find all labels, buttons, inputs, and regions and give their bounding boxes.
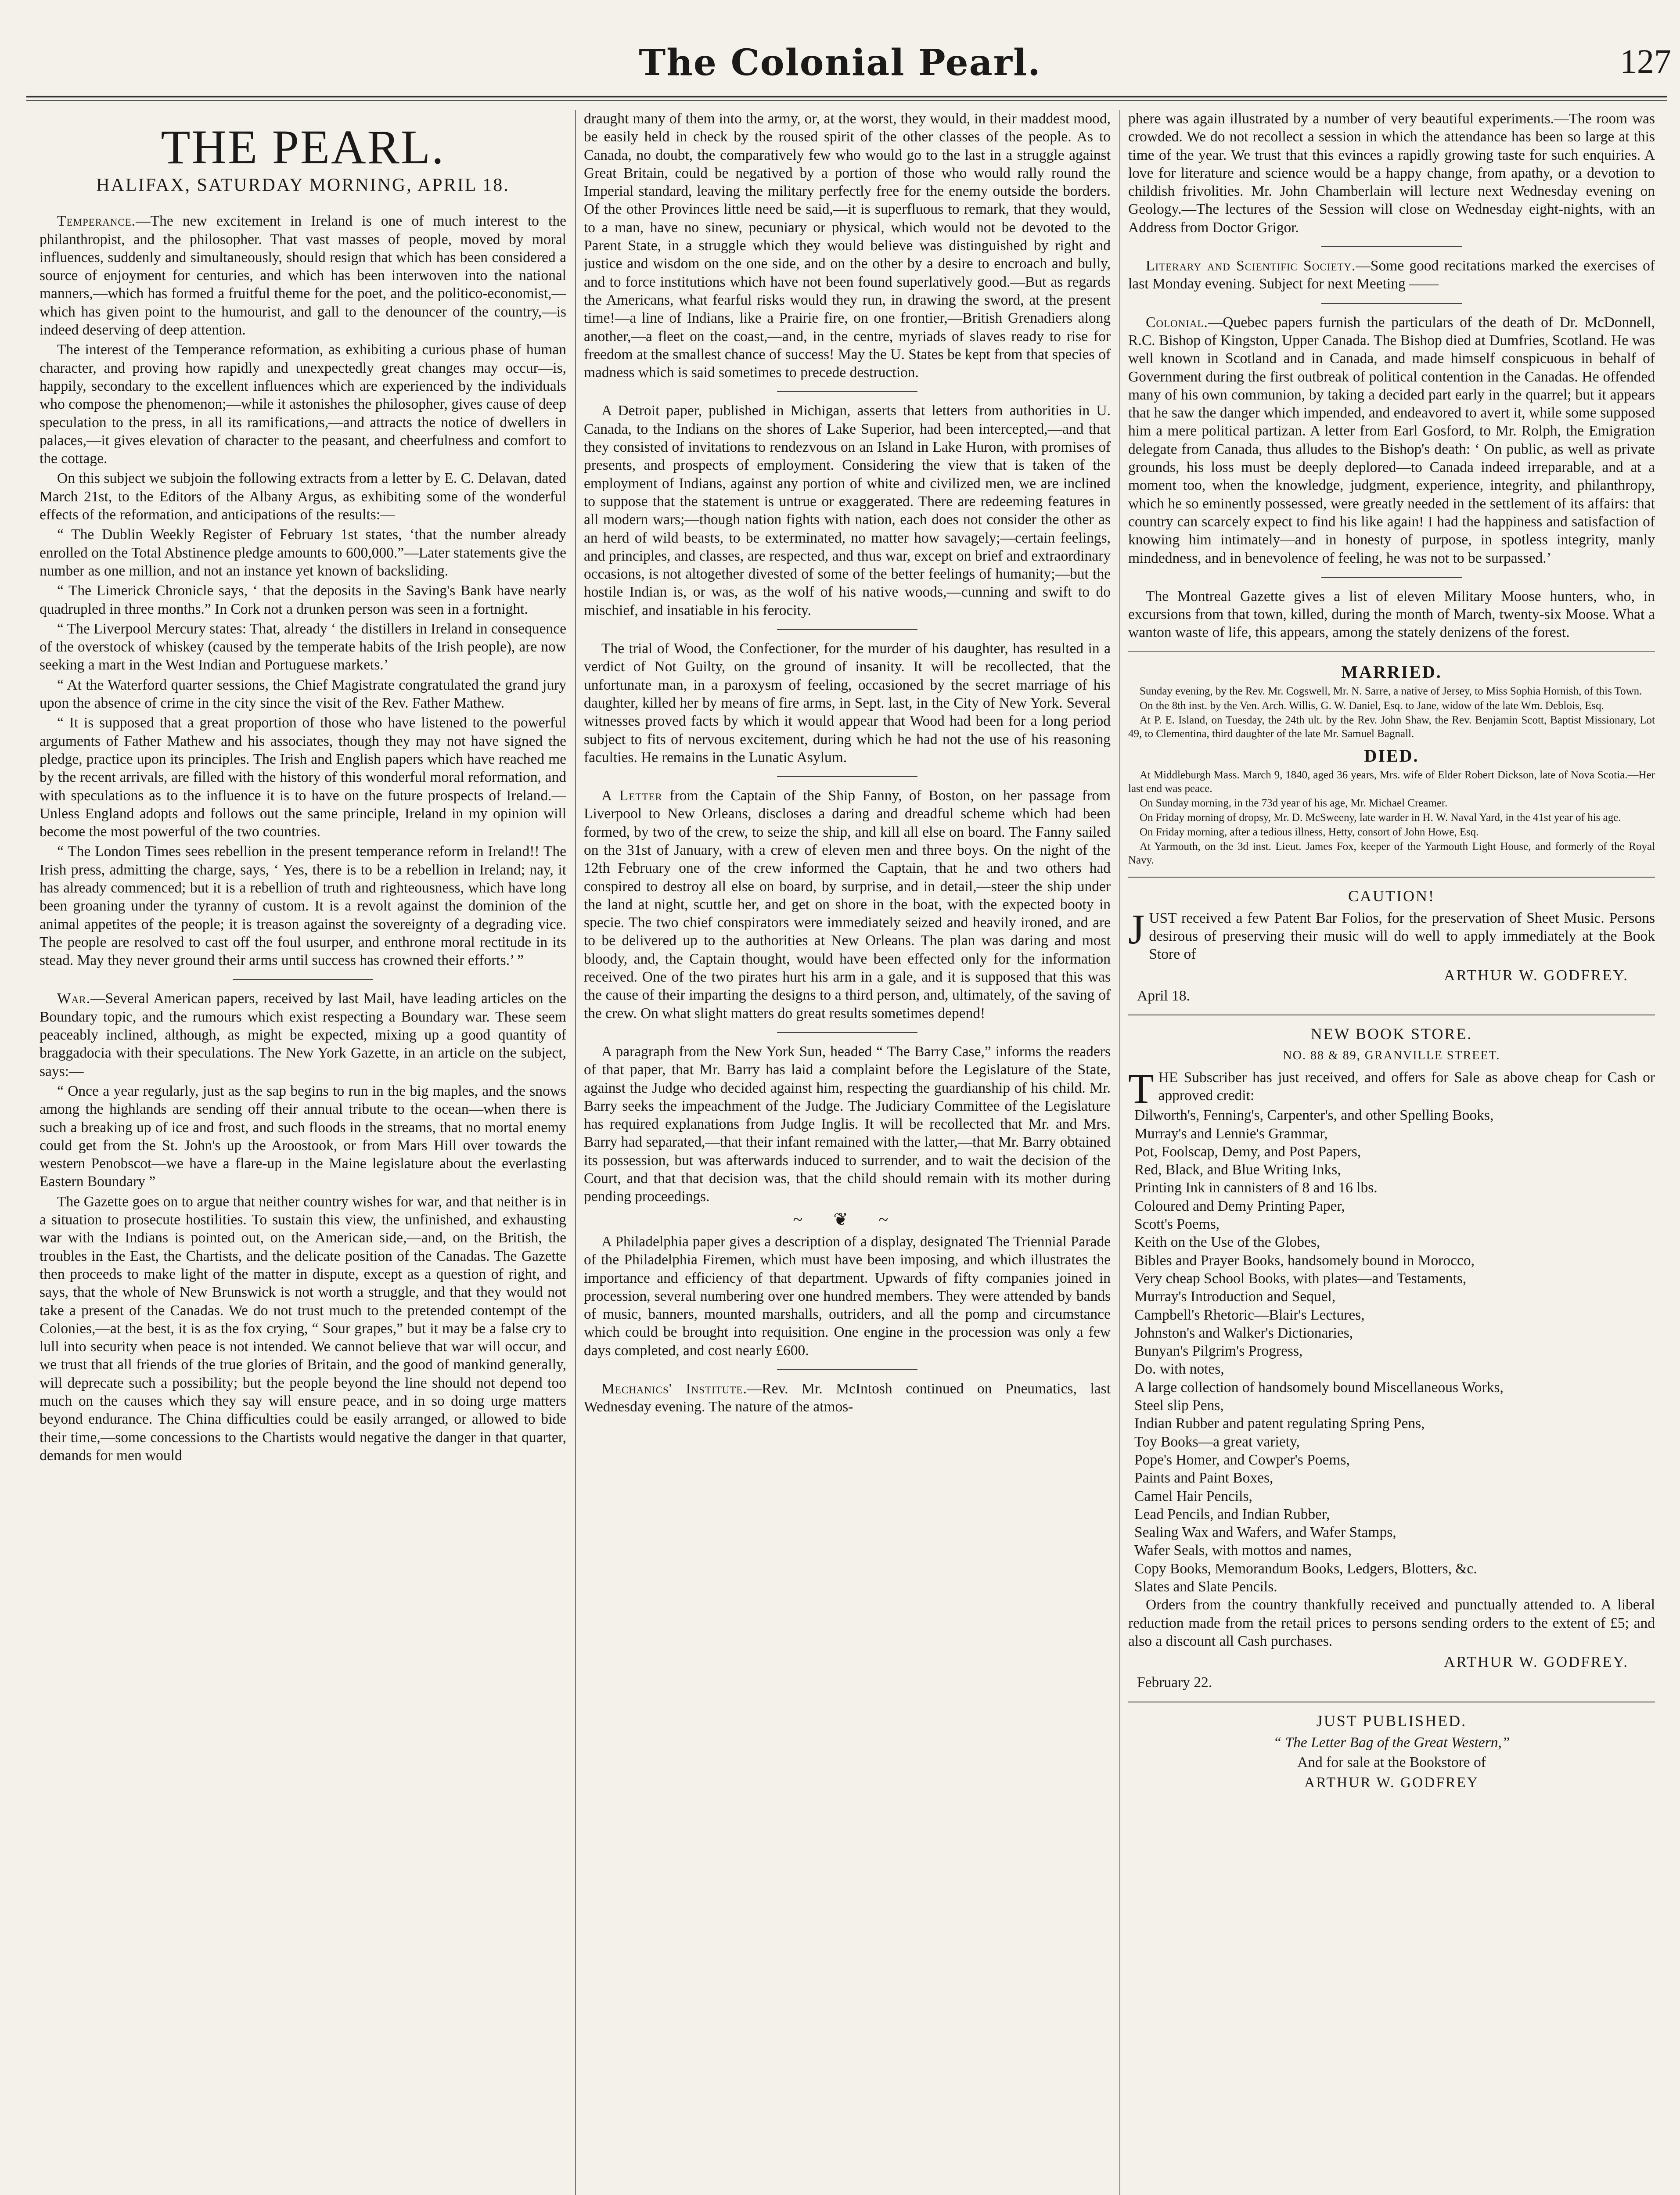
list-item: A large collection of handsomely bound Miscellaneous Works, — [1134, 1379, 1504, 1396]
article-label: Colonial. — [1146, 314, 1208, 331]
list-item: Copy Books, Memorandum Books, Ledgers, Blotters, &c. — [1134, 1560, 1477, 1577]
article-label: Temperance. — [57, 213, 136, 230]
paragraph: On this subject we subjoin the following extracts from a letter by E. C. Delavan, dated March 21st, to the Editors of the Albany Argus, as exhibiting some of the wonderful effects of the reformation, and anticipations of the results:— — [40, 470, 566, 523]
list-item: Wafer Seals, with mottos and names, — [1134, 1542, 1352, 1559]
caution-heading: CAUTION! — [1348, 887, 1435, 905]
list-item: Toy Books—a great variety, — [1134, 1433, 1300, 1450]
article-detroit: A Detroit paper, published in Michigan, asserts that letters from authorities in U. Canada, to the Indians on the shores of Lake Superior, had been intercepted,—and that they consisted of invitations to rendezvous on an Island in Lake Huron, with promises of presents, and prospects of employment. Considering the view that is taken of the employment of Indians, against any portion of white and civilized men, we are inclined to suppose that the statement is untrue or exaggerated. There are redeeming features in all modern wars;—though nation fights with nation, each does not consider the other as an herd of wild beasts, to be exterminated, no matter how savagely;—certain feelings, and principles, and classes, are respected, and thus war, except on brief and extraordinary occasions, is not altogether divested of some of the better feelings of humanity;—but the hostile Indian is, or was, as the wolf of his native woods,—cunning and swift to do mischief, and insatiable in his ferocity. — [584, 403, 1111, 619]
running-header — [0, 0, 1680, 110]
list-item: Scott's Poems, — [1134, 1216, 1220, 1233]
article-colonial: Colonial.—Quebec papers furnish the particulars of the death of Dr. McDonnell, R.C. Bishop of Kingston, Upper Canada. The Bishop died at Dumfries, Scotland. He was well known in Scotland and in Canada, and made himself conspicuous in behalf of Government during the first outbreak of political contention in the Canadas. He offended many of his own communion, by taking a decided part early in the quarrel; but it appears that he saw the danger which impended, and endeavored to avert it, while some supposed him a mere political partizan. A letter from Earl Gosford, to Mr. Rolph, the Emigration delegate from Canada, thus alludes to the Bishop's death: ‘ On public, as well as private grounds, his loss must be deeply deplored—to Canada indeed irreparable, and at a moment too, when the knowledge, judgment, experience, integrity, and philanthropy, which he so eminently possessed, were greatly needed in the settlement of its affairs: that country can scarcely expect to find his like again! I had the happiness and satisfaction of knowing him intimately—and in honesty of purpose, in spotless integrity, manly mindedness, and in benevolence of feeling, he was not to be surpassed.’ — [1128, 314, 1655, 566]
list-item: Murray's Introduction and Sequel, — [1134, 1288, 1336, 1305]
list-item: Campbell's Rhetoric—Blair's Lectures, — [1134, 1306, 1365, 1323]
list-item: Very cheap School Books, with plates—and Testaments, — [1134, 1270, 1467, 1287]
list-item: Lead Pencils, and Indian Rubber, — [1134, 1506, 1330, 1522]
died-heading: DIED. — [1364, 746, 1419, 766]
column-divider — [575, 110, 576, 2195]
section-rule — [1128, 651, 1655, 653]
notice-item: Sunday evening, by the Rev. Mr. Cogswell, Mr. N. Sarre, a native of Jersey, to Miss Sophia Hornish, of this Town. — [1140, 685, 1642, 698]
article-moose: The Montreal Gazette gives a list of eleven Military Moose hunters, who, in excursions from that town, killed, during the month of March, twenty-six Moose. What a wanton waste of life, this appears, among the stately denizens of the forest. — [1128, 588, 1655, 641]
section-rule — [777, 629, 917, 630]
married-heading: MARRIED. — [1341, 662, 1442, 682]
notice-item: At P. E. Island, on Tuesday, the 24th ult. by the Rev. John Shaw, the Rev. Benjamin Scott, Baptist Missionary, Lot 49, to Clementina, third daughter of the late Mr. Samuel Bagnall. — [1128, 714, 1655, 740]
advert-caution: JUST received a few Patent Bar Folios, for the preservation of Sheet Music. Persons desirous of preserving their music will do well to apply immediately at the Book Store of — [1128, 905, 1655, 963]
list-item: Indian Rubber and patent regulating Spring Pens, — [1134, 1415, 1425, 1432]
list-item: Dilworth's, Fenning's, Carpenter's, and other Spelling Books, — [1134, 1107, 1494, 1124]
list-item: Do. with notes, — [1134, 1361, 1224, 1378]
list-item: Murray's and Lennie's Grammar, — [1134, 1125, 1328, 1142]
header-rule — [26, 96, 1667, 101]
article-literary-society: Literary and Scientific Society.—Some good recitations marked the exercises of last Monday evening. Subject for next Meeting —— — [1128, 258, 1655, 292]
published-sale-line: And for sale at the Bookstore of — [1297, 1754, 1486, 1771]
list-item: Pot, Foolscap, Demy, and Post Papers, — [1134, 1143, 1361, 1160]
notice-item: On the 8th inst. by the Ven. Arch. Willis, G. W. Daniel, Esq. to Jane, widow of the late Wm. Deblois, Esq. — [1140, 700, 1604, 712]
article-temperance: Temperance.—The new excitement in Ireland is one of much interest to the philanthropist, and the philosopher. That vast masses of people, moved by moral influences, suddenly and simultaneously, should resign that which has been considered a source of enjoyment for centuries, and which has been interwoven into the national manners,—which has formed a fruitful theme for the poet, and the politico-economist,—which has given point to the humourist, and gall to the denouncer of the country,—is indeed deserving of deep attention. — [40, 213, 566, 338]
article-wood-trial: The trial of Wood, the Confectioner, for the murder of his daughter, has resulted in a verdict of Not Guilty, on the ground of insanity. It will be recollected, that the unfortunate man, in a paroxysm of feeling, occasioned by the secret marriage of his daughter, killed her by means of fire arms, in Sept. last, in the City of New York. Several witnesses proved facts by which it would appear that Wood had been for a long period subject to fits of nervous excitement, during which he had not the use of his reasoning faculties. He remains in the Lunatic Asylum. — [584, 641, 1111, 766]
list-item: Johnston's and Walker's Dictionaries, — [1134, 1324, 1353, 1341]
quoted-paragraph: “ Once a year regularly, just as the sap begins to run in the big maples, and the snows among the highlands are sending off their annual tribute to the ocean—when there is such a breaking up of ice and frost, and such floods in the streams, that no mortal enemy could get from the St. John's up the Aroostook, or from Mars Hill over towards the western Penobscot—we have a flare-up in the Maine legislature about the everlasting Eastern Boundary ” — [40, 1083, 566, 1190]
paragraph: The Gazette goes on to argue that neither country wishes for war, and that neither is in a situation to prosecute hostilities. To sustain this view, the unfinished, and exhausting war with the Indians is pointed out, on the American side,—and, on the British, the troubles in the East, the Chartists, and the delicate position of the Canadas. The Gazette then proceeds to make light of the matter in dispute, except as a question of right, and says, that the whole of New Brunswick is not worth a struggle, and that they would not take a present of the Canadas. We do not trust much to the pretended contempt of the Colonies,—at the best, it is as the fox crying, “ Sour grapes,” but it may be a false cry to lull into security when peace is not intended. We cannot believe that war will occur, and we trust that all friends of the true glories of Britain, and the good of mankind generally, will deprecate such a possibility; but the people beyond the line should not depend too much on the causes which they say will ensure peace, and in so doing urge matters beyond endurance. The China difficulties could be easily arranged, or allowed to bide their time,—some concessions to the Chartists would negative the danger in that quarter, demands for men would — [40, 1193, 566, 1464]
published-title: “ The Letter Bag of the Great Western,” — [1273, 1734, 1510, 1751]
section-rule — [777, 391, 917, 392]
ornament-divider: ~ ❦ ~ — [793, 1209, 902, 1229]
column-2 — [584, 110, 1111, 2195]
quoted-paragraph: “ The Limerick Chronicle says, ‘ that the deposits in the Saving's Bank have nearly quadrupled in three months.” In Cork not a drunken person was seen in a fortnight. — [40, 583, 566, 617]
column-divider — [1119, 110, 1120, 2195]
section-rule — [233, 979, 373, 980]
section-rule — [1128, 877, 1655, 878]
article-mechanics-institute: Mechanics' Institute.—Rev. Mr. McIntosh continued on Pneumatics, last Wednesday evening. The nature of the atmos- — [584, 1381, 1111, 1415]
list-item: Steel slip Pens, — [1134, 1397, 1224, 1414]
list-item: Bibles and Prayer Books, handsomely bound in Morocco, — [1134, 1252, 1475, 1269]
section-rule — [777, 1369, 917, 1370]
bookstore-address: NO. 88 & 89, GRANVILLE STREET. — [1283, 1049, 1500, 1063]
article-label: Literary and Scientific Society. — [1146, 258, 1356, 274]
section-rule — [777, 1032, 917, 1033]
dateline: HALIFAX, SATURDAY MORNING, APRIL 18. — [96, 175, 510, 195]
list-item: Coloured and Demy Printing Paper, — [1134, 1198, 1345, 1214]
bookstore-list — [1128, 1106, 1655, 1596]
list-item: Keith on the Use of the Globes, — [1134, 1234, 1320, 1251]
advert-bookstore-orders: Orders from the country thankfully received and punctually attended to. A liberal reduction made from the retail prices to persons sending orders to the extent of £5; and also a discount all Cash purchases. — [1128, 1597, 1655, 1649]
page-title: THE PEARL. — [161, 120, 445, 174]
quoted-paragraph: “ The London Times sees rebellion in the present temperance reform in Ireland!! The Irish press, admitting the charge, says, ‘ Yes, there is to be a rebellion in Ireland; nay, it has already commenced; but it is a rebellion of truth and righteousness, which have long been groaning under the tyranny of custom. It is a revolt against the dominion of the animal appetites of the people; it is treason against the sovereignty of a degrading vice. The people are resolved to cast off the foul usurper, and enthrone moral rectitude in its stead. May they never ground their arms until success has crowned their efforts.’ ” — [40, 843, 566, 969]
paragraph-continued: draught many of them into the army, or, at the worst, they would, in their maddest mood, be easily held in check by the roused spirit of the other classes of the people. As to Canada, no doubt, the comparatively few who would go to the last in a struggle against Great Britain, could be negatived by a portion of those who would rally round the Imperial standard, leaving the military perfectly free for the enemy outside the borders. Of the other Provinces little need be said,—it is superfluous to remark, that they would, to a man, have no sinew, pecuniary or physical, which would not be devoted to the Parent State, in a struggle which they would believe was distinguished by right and justice and wisdom on the one side, and on the other by a desire to encroach and bully, and to force institutions which have not been found superlatively good.—But as regards the Americans, what fearful risks would they run, in drawing the sword, at the present time!—a line of Indians, like a Prairie fire, on one frontier,—British Grenadiers along another,—a fleet on the coast,—and, in the centre, myriads of slaves ready to rise for freedom at the smallest chance of success! May the U. States be kept from that species of madness which is said sometimes to precede destruction. — [584, 111, 1111, 381]
published-heading: JUST PUBLISHED. — [1316, 1712, 1467, 1730]
drop-cap: J — [1128, 905, 1145, 953]
quoted-paragraph: “ At the Waterford quarter sessions, the Chief Magistrate congratulated the grand jury upon the absence of crime in the city since the visit of the Rev. Father Mathew. — [40, 676, 566, 712]
article-label: War. — [57, 990, 90, 1007]
article-ship-fanny: A Letter from the Captain of the Ship Fanny, of Boston, on her passage from Liverpool to New Orleans, discloses a daring and dreadful scheme which had been formed, by two of the crew, to seize the ship, and kill all else on board. The Fanny sailed on the 31st of January, with a crew of eleven men and three boys. On the night of the 12th February one of the crew informed the Captain, that he and two others had conspired to destroy all else on board, by surprise, and in detail,—steer the ship under the land at night, scuttle her, and get on shore in the boat, with the expected booty in specie. The two chief conspirators were immediately seized and heavily ironed, and are to be delivered up to the authorities at New Orleans. The plan was daring and most bloody, and, the Captain thought, would have been effected only for the information received. One of the two pirates hurt his arm in a gale, and it is supposed that this was the cause of their imparting the designs to a third person, and, ultimately, of the saving of the crew. On what slight matters do great results sometimes depend! — [584, 788, 1111, 1022]
list-item: Sealing Wax and Wafers, and Wafer Stamps, — [1134, 1524, 1396, 1541]
article-firemen: A Philadelphia paper gives a description of a display, designated The Triennial Parade of the Philadelphia Firemen, which must have been imposing, and which illustrates the importance and efficiency of that department. Upwards of fifty companies joined in procession, several numbering over one hundred members. They were attended by bands of music, banners, mounted marshalls, outriders, and all the pomp and circumstance which could be brought into requisition. One engine in the procession was only a few days completed, and cost nearly £600. — [584, 1233, 1111, 1359]
quoted-paragraph: “ It is supposed that a great proportion of those who have listened to the powerful arguments of Father Mathew and his associates, though they may not have signed the pledge, practice upon its principles. The Irish and English papers which have reached me by the recent arrivals, are filled with the history of this wonderful moral reformation, and with speculations as to the influence it is to have on the future prospects of Ireland.—Unless England adopts and follows out the same principle, Ireland in my opinion will become the most powerful of the two countries. — [40, 715, 566, 840]
list-item: Printing Ink in cannisters of 8 and 16 lbs. — [1134, 1180, 1378, 1196]
list-item: Camel Hair Pencils, — [1134, 1488, 1252, 1504]
section-rule — [1321, 303, 1462, 304]
notice-item: On Friday morning of dropsy, Mr. D. McSweeny, late warder in H. W. Naval Yard, in the 41st year of his age. — [1140, 812, 1621, 824]
section-rule — [1321, 577, 1462, 578]
notice-item: On Sunday morning, in the 73d year of his age, Mr. Michael Creamer. — [1140, 797, 1448, 810]
notice-item: On Friday morning, after a tedious illness, Hetty, consort of John Howe, Esq. — [1140, 826, 1479, 838]
article-barry-case: A paragraph from the New York Sun, headed “ The Barry Case,” informs the readers of that paper, that Mr. Barry has laid a complaint before the Legislature of the State, against the Judge who decided against him, respecting the guardianship of his child. Mr. Barry seeks the impeachment of the Judge. The Judiciary Committee of the Legislature has required explanations from Judge Inglis. It will be recollected that Mr. and Mrs. Barry had separated,—that their infant remained with the latter,—that Mr. Barry obtained its possession, but was afterwards induced to surrender, and to wait the decision of the Court, and that that decision was, that the child should remain with its mother during pending proceedings. — [584, 1043, 1111, 1205]
article-war: War.—Several American papers, received by last Mail, have leading articles on the Boundary topic, and the rumours which exist respecting a Boundary war. These seem peaceably inclined, although, as might be expected, mixing up a good quantity of braggadocia with their speculations. The New York Gazette, in an article on the subject, says:— — [40, 990, 566, 1080]
article-label: A Letter — [601, 788, 662, 804]
paragraph: The interest of the Temperance reformation, as exhibiting a curious phase of human character, and proving how rapidly and unexpectedly great changes may occur—is, happily, secondary to the excellent influences which are experienced by the individuals who compose the phenomenon;—while it astonishes the philosopher, gives cause of deep speculation to the press, in all its ramifications,—and attracts the notice of dwellers in palaces,—it gives elevation of character to the peasant, and cheerfulness and comfort to the cottage. — [40, 342, 566, 467]
advert-signature: ARTHUR W. GODFREY. — [1444, 966, 1629, 984]
list-item: Paints and Paint Boxes, — [1134, 1470, 1273, 1486]
column-1 — [40, 110, 566, 2195]
drop-cap: T — [1128, 1065, 1154, 1112]
section-rule — [1321, 246, 1462, 247]
advert-date: April 18. — [1137, 987, 1190, 1004]
advert-signature: ARTHUR W. GODFREY. — [1444, 1653, 1629, 1671]
running-title: The Colonial Pearl. — [639, 42, 1041, 84]
advert-date: February 22. — [1137, 1674, 1212, 1691]
advert-signature: ARTHUR W. GODFREY — [1304, 1774, 1479, 1791]
list-item: Pope's Homer, and Cowper's Poems, — [1134, 1451, 1350, 1468]
notice-item: At Yarmouth, on the 3d inst. Lieut. James Fox, keeper of the Yarmouth Light House, and formerly of the Royal Navy. — [1128, 841, 1655, 867]
notice-item: At Middleburgh Mass. March 9, 1840, aged 36 years, Mrs. wife of Elder Robert Dickson, late of Nova Scotia.—Her last end was peace. — [1128, 769, 1655, 795]
list-item: Slates and Slate Pencils. — [1134, 1579, 1277, 1595]
column-3 — [1128, 110, 1655, 2195]
advert-bookstore-intro: THE Subscriber has just received, and offers for Sale as above cheap for Cash or approved credit: — [1128, 1065, 1655, 1112]
list-item: Red, Black, and Blue Writing Inks, — [1134, 1162, 1341, 1178]
quoted-paragraph: “ The Dublin Weekly Register of February 1st states, ‘that the number already enrolled on the Total Abstinence pledge amounts to 600,000.”—Later statements give the number as one million, and not an instance yet known of backsliding. — [40, 526, 566, 579]
bookstore-heading: NEW BOOK STORE. — [1310, 1025, 1473, 1043]
article-label: Mechanics' Institute. — [601, 1381, 747, 1397]
quoted-paragraph: “ The Liverpool Mercury states: That, already ‘ the distillers in Ireland in consequence of the overstock of whiskey (caused by the temperate habits of the Irish people), are now seeking a mart in the West Indian and Portuguese markets.’ — [40, 620, 566, 673]
section-rule — [777, 776, 917, 777]
list-item: Bunyan's Pilgrim's Progress, — [1134, 1343, 1303, 1360]
page-number: 127 — [1620, 42, 1671, 80]
paragraph-continued: phere was again illustrated by a number of very beautiful experiments.—The room was crowded. We do not recollect a session in which the attendance has been so large at this time of the year. We trust that this evinces a rapidly growing taste for such enquiries. A love for literature and science would be a happy change, from apathy, or a devotion to childish frivolities. Mr. John Chamberlain will lecture next Wednesday evening on Geology.—The lectures of the Session will close on Wednesday eight-nights, with an Address from Doctor Grigor. — [1128, 111, 1655, 236]
